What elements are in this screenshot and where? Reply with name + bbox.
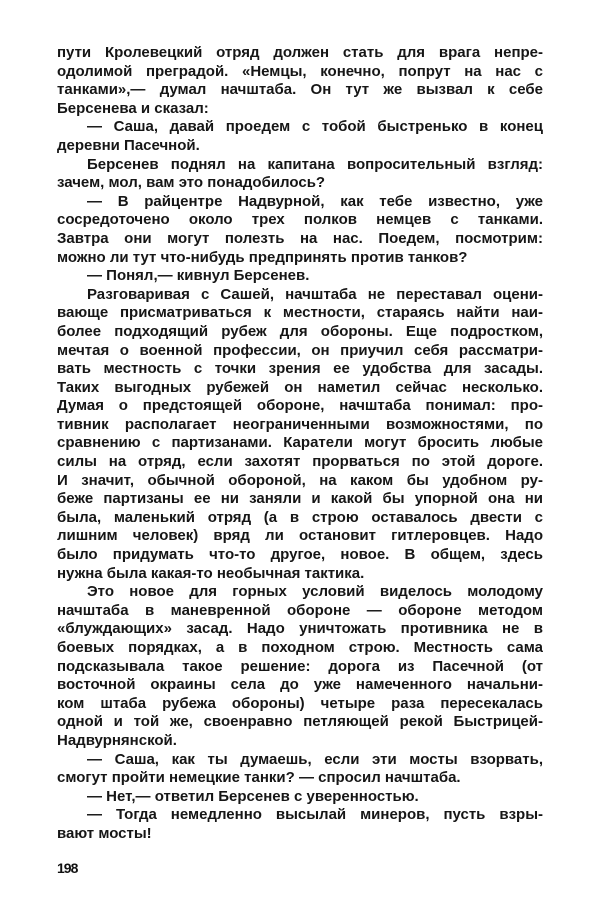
- paragraph: [57, 806, 543, 843]
- text-line: мечтая о военной профессии, он приучил себя рассматри-: [57, 341, 543, 359]
- text-line: лишним человек) вряд ли остановит гитлеровцев. Надо: [57, 527, 543, 545]
- text-line: подсказывала такое решение: дорога из Пасечной (от: [57, 657, 543, 675]
- paragraph: [57, 118, 543, 155]
- text-line: одной и той же, своенравно петляющей рекой Быстрицей-: [57, 713, 543, 731]
- text-line: Таких выгодных рубежей он наметил сейчас несколько.: [57, 378, 543, 396]
- text-line: боевых порядках, а в походном строю. Местность сама: [57, 639, 543, 656]
- text-line: ком штаба рубежа обороны) четыре раза пересекалась: [57, 694, 543, 712]
- text-line: смогут пройти немецкие танки? — спросил начштаба.: [57, 769, 461, 787]
- text-line: И значит, обычной обороной, на каком бы удобном ру-: [57, 471, 543, 489]
- text-line: деревни Пасечной.: [57, 136, 200, 154]
- paragraph: [57, 44, 543, 118]
- text-line: беже партизаны ее ни заняли и какой бы упорной она ни: [57, 490, 543, 508]
- text-line: Берсенев поднял на капитана вопросительный взгляд:: [87, 155, 543, 173]
- text-line: пути Кролевецкий отряд должен стать для врага непре-: [57, 44, 543, 61]
- text-line: «блуждающих» засад. Надо уничтожать противника не в: [57, 620, 543, 638]
- paragraph: [57, 751, 543, 788]
- text-line: более подходящий рубеж для обороны. Еще подростком,: [57, 322, 543, 340]
- text-line: было придумать что-то другое, новое. В общем, здесь: [57, 546, 543, 564]
- page-number: 198: [57, 860, 78, 876]
- text-line: нужна была какая-то необычная тактика.: [57, 564, 365, 582]
- paragraph: [57, 193, 543, 267]
- text-line: — Понял,— кивнул Берсенев.: [87, 267, 310, 285]
- text-line: — Саша, давай проедем с тобой быстренько в конец: [87, 118, 543, 136]
- text-line: танками»,— думал начштаба. Он тут же вызвал к себе: [57, 81, 543, 99]
- text-line: тивник располагает неограниченными возможностями, по: [57, 415, 543, 433]
- text-line: Надвурнянской.: [57, 731, 177, 749]
- text-line: можно ли тут что-нибудь предпринять против танков?: [57, 248, 468, 266]
- text-line: вают мосты!: [57, 824, 152, 842]
- text-line: зачем, мол, вам это понадобилось?: [57, 174, 326, 192]
- text-line: вающе присматриваться к местности, стараясь найти наи-: [57, 304, 543, 322]
- text-line: сосредоточено около трех полков немцев с танками.: [57, 211, 543, 229]
- paragraph: [57, 788, 543, 807]
- text-line: сравнению с партизанами. Каратели могут бросить любые: [57, 434, 543, 452]
- text-line: Берсенева и сказал:: [57, 99, 209, 117]
- text-line: начштаба в маневренной обороне — обороне методом: [57, 601, 543, 619]
- text-line: силы на отряд, если захотят прорваться по этой дороге.: [57, 453, 543, 471]
- paragraph: [57, 267, 543, 286]
- paragraph: [57, 286, 543, 584]
- text-line: — Саша, как ты думаешь, если эти мосты взорвать,: [87, 750, 543, 768]
- text-line: восточной окраины села до уже намеченного начальни-: [57, 676, 543, 694]
- text-line: — Тогда немедленно высылай минеров, пусть взры-: [87, 806, 543, 824]
- book-page-text: [57, 44, 543, 844]
- paragraph: [57, 156, 543, 193]
- text-line: Разговаривая с Сашей, начштаба не переставал оцени-: [87, 285, 543, 303]
- paragraph: [57, 583, 543, 750]
- text-line: — В райцентре Надвурной, как тебе известно, уже: [87, 192, 543, 210]
- text-line: Это новое для горных условий виделось молодому: [87, 583, 543, 601]
- text-line: вать местность с точки зрения ее удобства для засады.: [57, 360, 543, 378]
- text-line: Завтра они могут полезть на нас. Поедем, посмотрим:: [57, 229, 543, 247]
- text-line: была, маленький отряд (а в строю оставалось двести с: [57, 508, 543, 526]
- text-line: — Нет,— ответил Берсенев с уверенностью.: [87, 787, 419, 805]
- text-line: Думая о предстоящей обороне, начштаба понимал: про-: [57, 397, 543, 415]
- text-line: одолимой преградой. «Немцы, конечно, попрут на нас с: [57, 62, 543, 80]
